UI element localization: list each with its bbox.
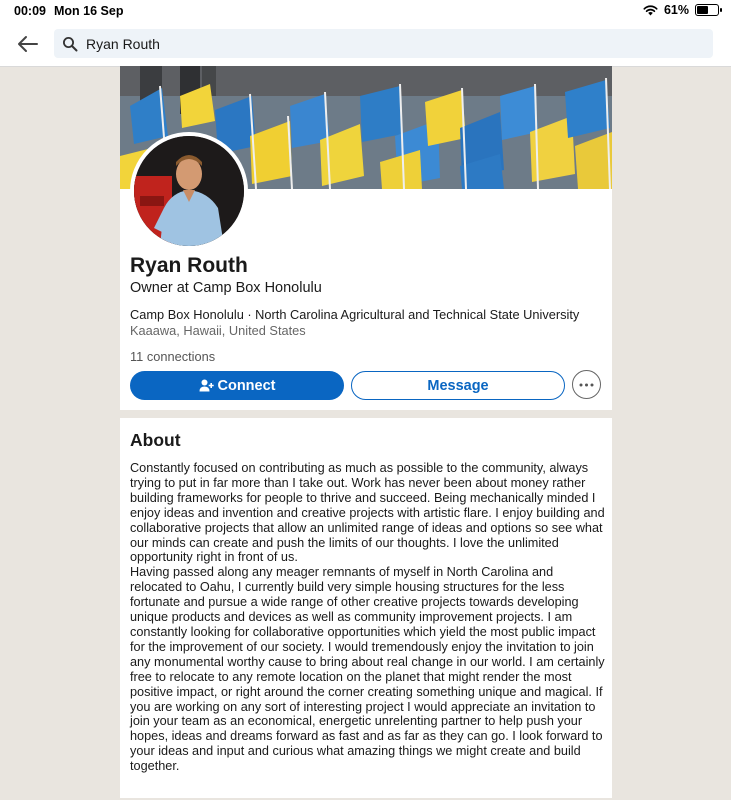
profile-avatar[interactable] [130,132,248,250]
about-title: About [130,430,181,450]
profile-name: Ryan Routh [130,254,248,277]
battery-fill [697,6,708,14]
about-text [130,461,608,774]
arrow-left-icon[interactable] [14,30,42,58]
about-paragraph: Having passed along any meager remnants of myself in North Carolina and relocated to Oahu, I currently build very simple housing structures for the less fortunate and pursue a wide range of other creative projects towards developing unique products and devices as well as community improvement projects. I am constantly looking for collaborative opportunities which yield the most public impact for the improvement of our society. I would tremendously enjoy the invitation to join any monumental worthy cause to bring about real change in our world. I am certainly free to relocate to any remote location on the planet that might render the most positive impact, or right around the corner creating something unique and magical. If you are working on any sort of interesting project I would appreciate an invitation to join your team as an economical, energetic unrelenting partner to help push your hopes, ideas and dreams forward as fast and as far as they can go. I look forward to your ideas and input and curious what amazing things we might create and build together. [130,565,605,774]
search-input[interactable] [86,36,686,52]
battery-percentage: 61% [663,3,689,17]
profile-education[interactable]: Camp Box Honolulu · North Carolina Agricultural and Technical State University [130,307,580,322]
profile-headline: Owner at Camp Box Honolulu [130,280,322,296]
status-bar [0,0,731,22]
wifi-icon [643,4,658,16]
about-paragraph: Constantly focused on contributing as much as possible to the community, always trying to put in far more than I take out. Work has never been about money rather building frameworks for people to thrive and succeed. Being mechanically minded I enjoy ideas and invention and creative projects with artistic flare. I enjoy building and collaborative projects that allow an unlimited range of ideas and options so see what our minds can create and push the limits of our thoughts. I love the unlimited opportunity right in front of us. [130,461,605,565]
search-bar [0,22,731,67]
status-date: Mon 16 Sep [54,4,124,18]
message-button[interactable] [351,371,565,400]
more-horizontal-icon [579,383,594,387]
profile-location: Kaaawa, Hawaii, United States [130,323,306,338]
profile-card [120,66,612,410]
search-icon [62,36,78,52]
battery-icon [695,4,719,16]
status-time: 00:09 [14,4,46,18]
search-field[interactable] [54,29,713,58]
connect-label: Connect [217,377,276,394]
avatar-photo [134,136,244,246]
add-person-icon [199,379,214,392]
message-label: Message [427,377,489,394]
profile-connections[interactable]: 11 connections [130,349,216,364]
status-right [643,3,719,17]
more-button[interactable] [572,370,601,399]
about-card [120,418,612,798]
connect-button[interactable] [130,371,344,400]
